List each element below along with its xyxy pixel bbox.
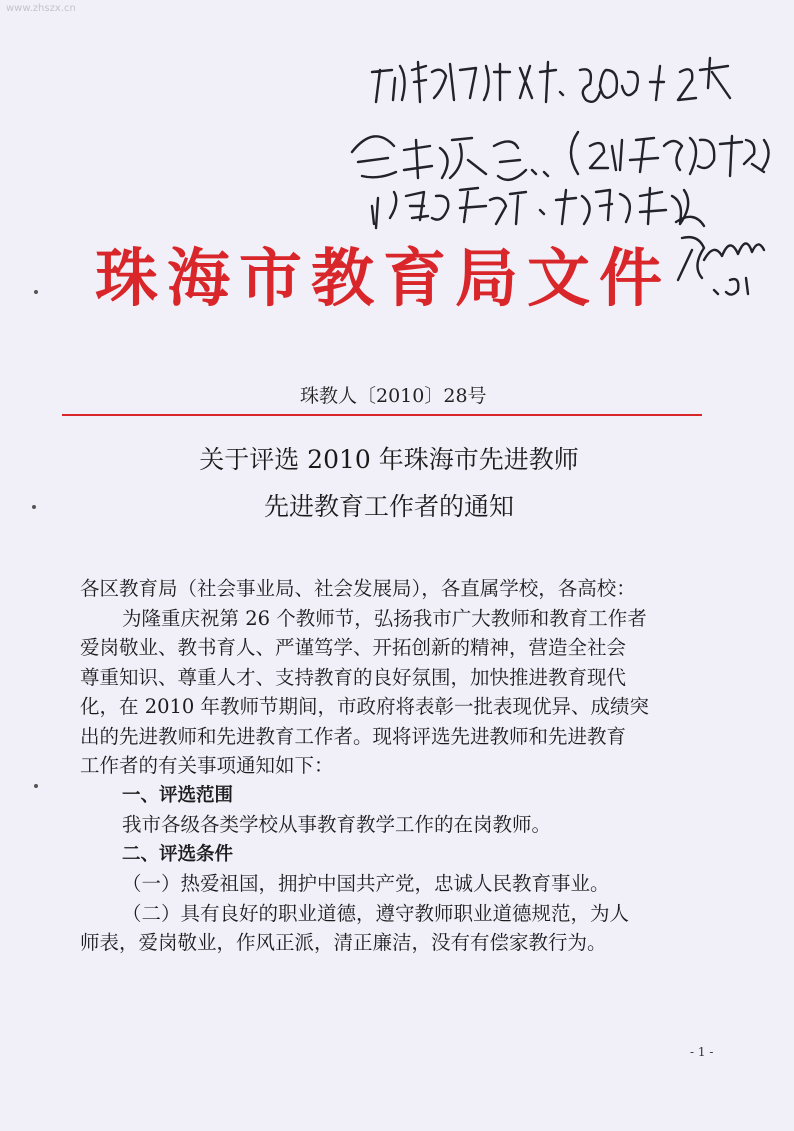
watermark: www.zhszx.cn — [6, 3, 76, 14]
criteria-item-1: （一）热爱祖国，拥护中国共产党，忠诚人民教育事业。 — [122, 872, 610, 895]
intro-line: 出的先进教师和先进教育工作者。现将评选先进教师和先进教育 — [80, 724, 627, 748]
intro-line: 尊重知识、尊重人才、支持教育的良好氛围，加快推进教育现代 — [80, 665, 627, 689]
criteria-item-2-continued: 师表，爱岗敬业，作风正派，清正廉洁，没有有偿家教行为。 — [80, 931, 607, 954]
section-heading-criteria: 二、评选条件 — [122, 843, 234, 865]
section-heading-scope: 一、评选范围 — [122, 784, 234, 806]
addressees: 各区教育局（社会事业局、社会发展局），各直属学校，各高校： — [80, 577, 636, 600]
intro-line: 工作者的有关事项通知如下： — [80, 754, 334, 777]
intro-line: 爱岗敬业、教书育人、严谨笃学、开拓创新的精神，营造全社会 — [80, 636, 627, 659]
intro-line: 为隆重庆祝第 26 个教师节，弘扬我市广大教师和教育工作者 — [122, 606, 647, 630]
intro-line: 化，在 2010 年教师节期间，市政府将表彰一批表现优异、成绩突 — [80, 695, 650, 718]
page-number: - 1 - — [690, 1045, 714, 1059]
binding-hole-mark — [34, 784, 38, 788]
binding-hole-mark — [34, 290, 38, 294]
red-divider-line — [62, 414, 702, 416]
notice-title-line2: 先进教育工作者的通知 — [263, 492, 514, 521]
notice-body — [80, 574, 720, 958]
section-text-scope: 我市各级各类学校从事教育教学工作的在岗教师。 — [122, 813, 552, 836]
document-number: 珠教人〔2010〕28号 — [300, 385, 487, 407]
criteria-item-2: （二）具有良好的职业道德，遵守教师职业道德规范，为人 — [122, 901, 630, 925]
agency-title: 珠海市教育局文件 — [95, 241, 671, 315]
binding-hole-mark — [32, 505, 36, 509]
notice-title-line1: 关于评选 2010 年珠海市先进教师 — [199, 445, 579, 474]
